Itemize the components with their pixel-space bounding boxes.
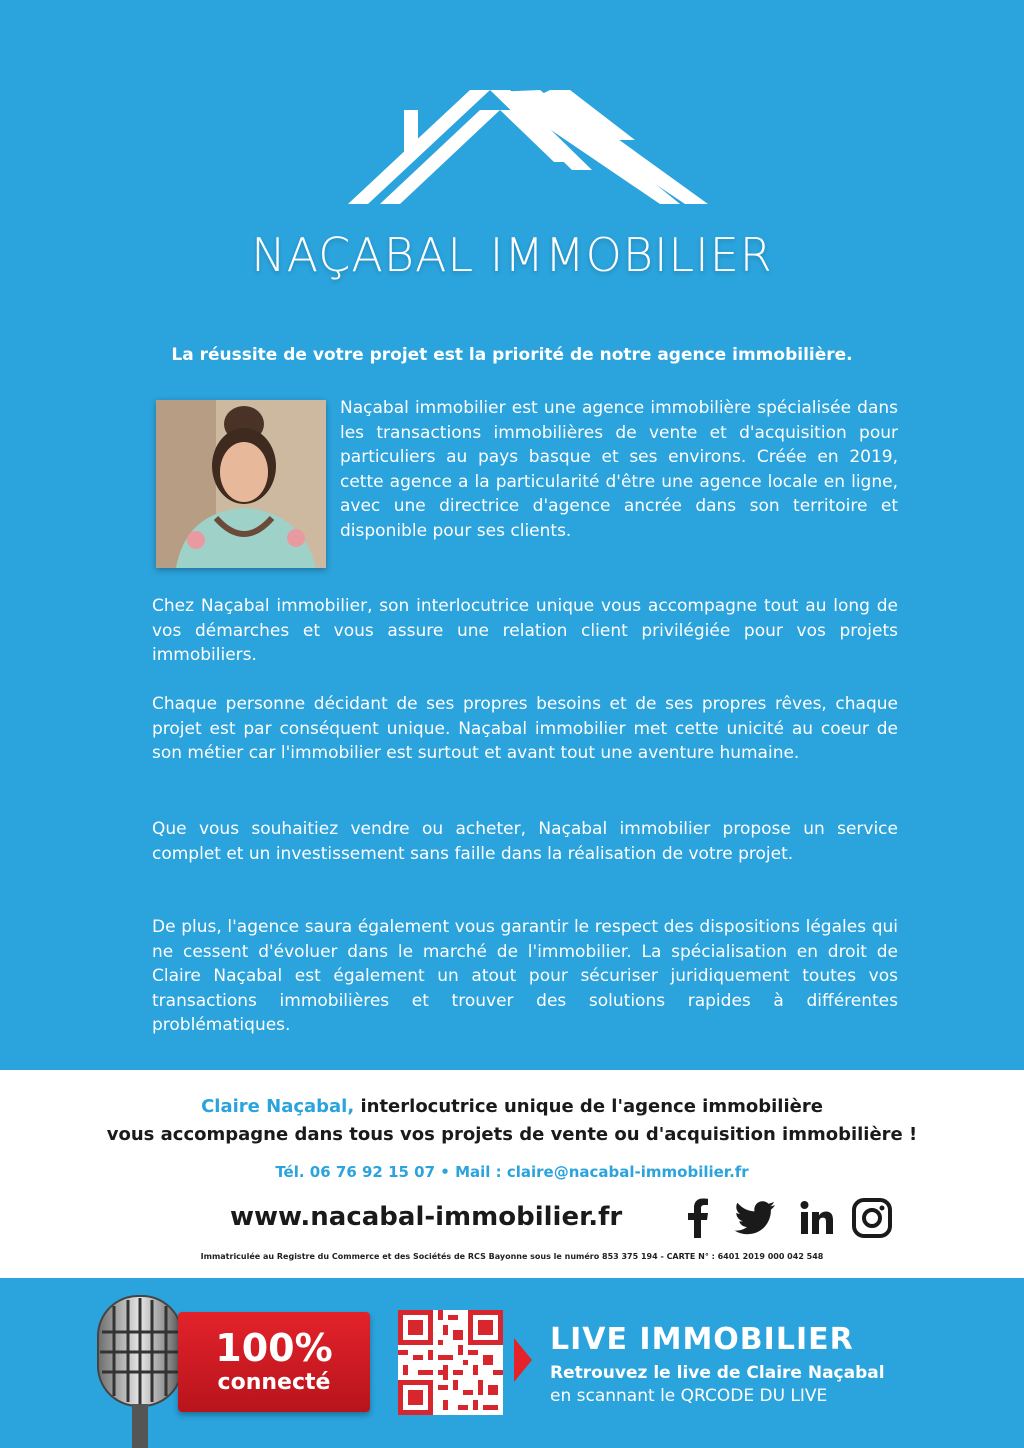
tagline: La réussite de votre projet est la priorité de notre agence immobilière. (171, 345, 853, 365)
phone-mail[interactable]: Tél. 06 76 92 15 07 • Mail : claire@nacabal-immobilier.fr (275, 1163, 749, 1181)
facebook-icon[interactable] (684, 1198, 710, 1238)
live-title: LIVE IMMOBILIER (550, 1322, 854, 1357)
intro-paragraph: Naçabal immobilier est une agence immobilière spécialisée dans les transactions immobilières de vente et d'acquisition pour particuliers au pays basque et ses environs. Créée en 2019, cette agence a la particularité d'être une agence locale en ligne, avec une directrice d'agence ancrée dans son territoire et disponible pour ses clients. (340, 398, 898, 541)
website-link[interactable]: www.nacabal-immobilier.fr (230, 1202, 623, 1232)
live-instructions: en scannant le QRCODE DU LIVE (550, 1386, 828, 1406)
contact-name: Claire Naçabal, (201, 1096, 355, 1117)
instagram-icon[interactable] (852, 1198, 892, 1238)
service-paragraph: Que vous souhaitiez vendre ou acheter, Naçabal immobilier propose un service complet et un investissement sans faille dans la réalisation de votre projet. (152, 819, 898, 864)
brand-name: NAÇABAL IMMOBILIER (251, 228, 773, 282)
contact-role: interlocutrice unique de l'agence immobilière (354, 1096, 823, 1117)
connected-badge (178, 1312, 370, 1412)
linkedin-icon[interactable] (800, 1198, 834, 1238)
contact-section (0, 1070, 1024, 1278)
live-section (0, 1278, 1024, 1448)
badge-label: connecté (217, 1370, 331, 1395)
arrow-icon (514, 1338, 532, 1382)
contact-line-1 (0, 1096, 1024, 1117)
portrait-photo (156, 400, 326, 568)
twitter-icon[interactable] (734, 1198, 776, 1238)
roof-logo-icon (340, 90, 710, 215)
microphone-icon (90, 1292, 190, 1448)
badge-percent: 100% (215, 1326, 333, 1370)
legal-paragraph: De plus, l'agence saura également vous garantir le respect des dispositions légales qui ne cessent d'évoluer dans le marché de l'immobilier. La spécialisation en droit de Claire Naçabal est également un atout pour sécuriser juridiquement toutes vos transactions immobilières et trouver des solutions rapides à différentes problématiques. (152, 917, 898, 1036)
legal-mention: Immatriculée au Registre du Commerce et des Sociétés de RCS Bayonne sous le numéro 853 375 194 - CARTE N° : 6401 2019 000 042 548 (200, 1252, 824, 1261)
interlocutor-paragraph: Chez Naçabal immobilier, son interlocutrice unique vous accompagne tout au long de vos démarches et vous assure une relation client privilégiée pour vos projets immobiliers. (152, 596, 898, 666)
contact-line-2: vous accompagne dans tous vos projets de vente ou d'acquisition immobilière ! (106, 1124, 918, 1145)
unique-project-paragraph: Chaque personne décidant de ses propres besoins et de ses propres rêves, chaque projet est par conséquent unique. Naçabal immobilier met cette unicité au coeur de son métier car l'immobilier est surtout et avant tout une aventure humaine. (152, 694, 898, 764)
live-subtitle: Retrouvez le live de Claire Naçabal (550, 1363, 885, 1383)
qr-code[interactable] (398, 1310, 503, 1415)
